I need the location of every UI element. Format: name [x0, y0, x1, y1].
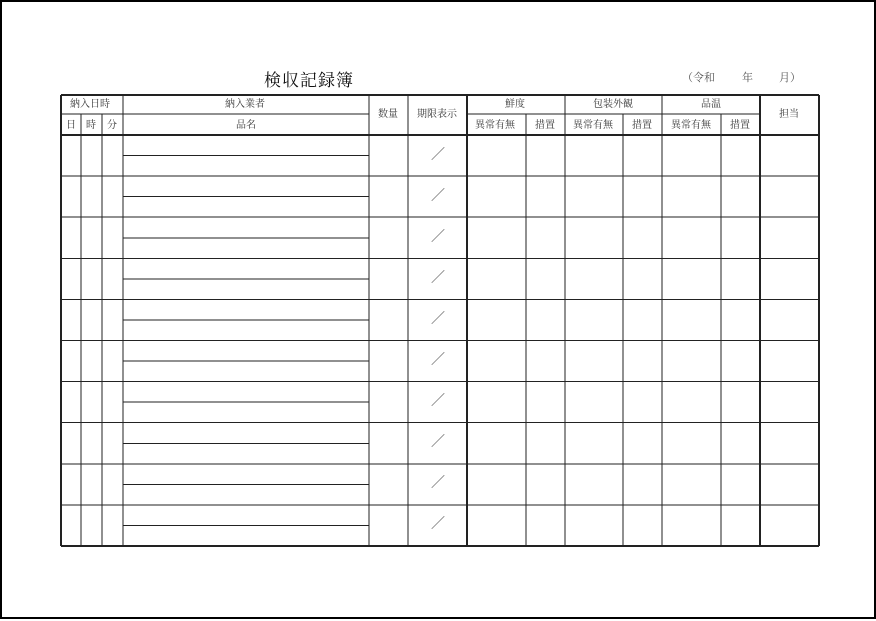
expiry-separator: ／ — [431, 228, 445, 245]
header-temperature-abnormality: 異常有無 — [671, 120, 711, 131]
expiry-separator: ／ — [431, 310, 445, 327]
header-hour: 時 — [86, 120, 96, 131]
expiry-separator: ／ — [431, 393, 445, 410]
header-supplier: 納入業者 — [225, 99, 265, 110]
expiry-separator: ／ — [431, 516, 445, 533]
header-temperature-action: 措置 — [730, 120, 750, 131]
era-month-label: 月） — [779, 71, 801, 84]
header-packaging-abnormality: 異常有無 — [573, 120, 613, 131]
expiry-separator: ／ — [431, 352, 445, 369]
header-product-name: 品名 — [236, 120, 256, 131]
era-open-label: （令和 — [682, 71, 715, 84]
expiry-separator: ／ — [431, 146, 445, 163]
expiry-separator: ／ — [431, 434, 445, 451]
header-delivery-datetime: 納入日時 — [70, 99, 110, 110]
expiry-separator: ／ — [431, 269, 445, 286]
era-year-label: 年 — [742, 71, 753, 84]
header-temperature: 品温 — [701, 99, 721, 110]
header-packaging-action: 措置 — [632, 120, 652, 131]
header-quantity: 数量 — [378, 109, 398, 120]
expiry-separator: ／ — [431, 475, 445, 492]
header-packaging: 包装外観 — [593, 99, 633, 110]
header-minute: 分 — [107, 120, 117, 131]
header-freshness-abnormality: 異常有無 — [475, 120, 515, 131]
page-title: 検収記録簿 — [264, 71, 354, 91]
expiry-separator: ／ — [431, 187, 445, 204]
header-person-in-charge: 担当 — [779, 109, 799, 120]
header-day: 日 — [66, 120, 76, 131]
header-expiry: 期限表示 — [417, 109, 457, 120]
header-freshness-action: 措置 — [535, 120, 555, 131]
header-freshness: 鮮度 — [505, 99, 525, 110]
